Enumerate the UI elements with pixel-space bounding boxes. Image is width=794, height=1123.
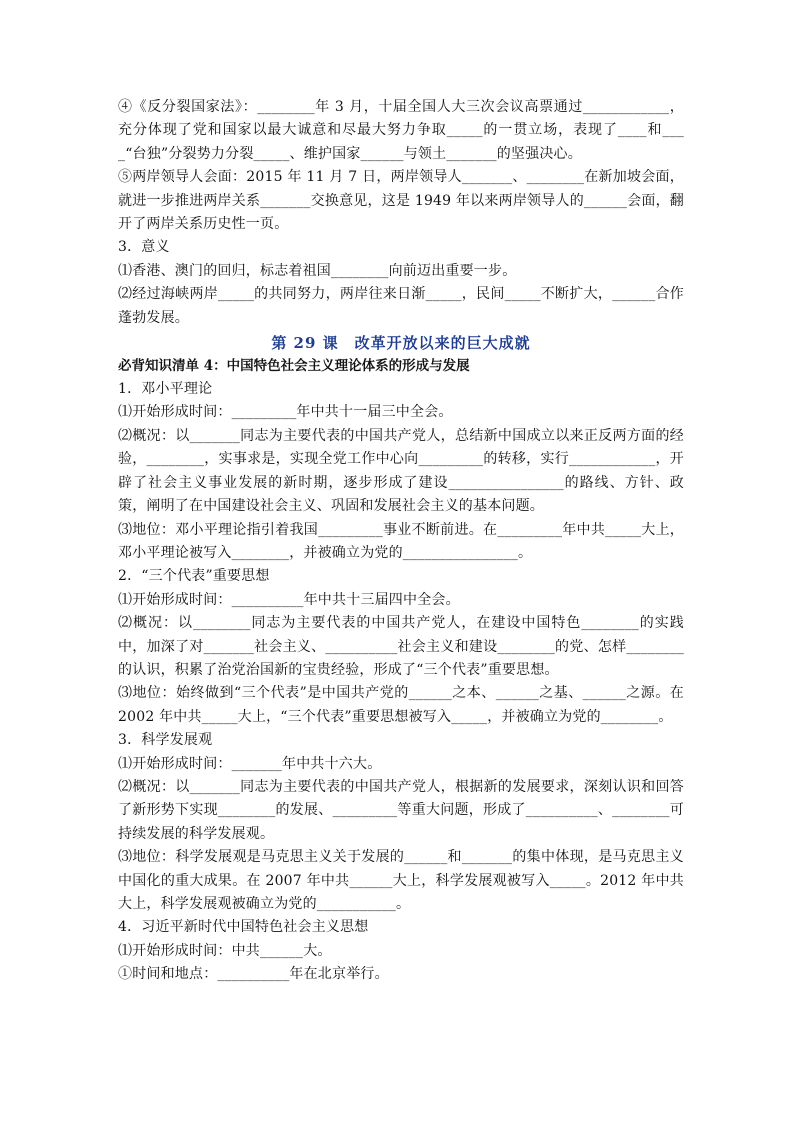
- paragraph-sci-overview: ⑵概况：以_______同志为主要代表的中国共产党人，根据新的发展要求，深刻认识和回答了新形势下实现________的发展、_________等重大问题，形成了__________、________可持续发展的科学发展观。: [118, 778, 684, 842]
- heading-deng-theory: 1．邓小平理论: [118, 381, 213, 398]
- heading-scientific-outlook: 3．科学发展观: [118, 732, 213, 749]
- paragraph-deng-status: ⑶地位：邓小平理论指引着我国_________事业不断前进。在_________年中共_____大上，邓小平理论被写入________，并被确立为党的________________。: [118, 521, 684, 561]
- paragraph-three-start: ⑴开始形成时间：__________年中共十三届四中全会。: [118, 591, 460, 608]
- paragraph-xi-time-place: ①时间和地点：__________年在北京举行。: [118, 966, 389, 983]
- document-page: [118, 96, 684, 987]
- paragraph-anti-secession-law: ④《反分裂国家法》：________年 3 月，十届全国人大三次会议高票通过____________，充分体现了党和国家以最大诚意和尽最大努力争取_____的一贯立场，表现了____和____“台独”分裂势力分裂_____、维护国家______与领土_______的坚强决心。: [118, 99, 684, 162]
- paragraph-sci-start: ⑴开始形成时间：_______年中共十六大。: [118, 755, 382, 772]
- heading-xi-thought: 4．习近平新时代中国特色社会主义思想: [118, 919, 369, 936]
- paragraph-leaders-meeting: ⑤两岸领导人会面：2015 年 11 月 7 日，两岸领导人_______、________在新加坡会面，就进一步推进两岸关系_______交换意见，这是 1949 年以来两岸领导人的______会面，翻开了两岸关系历史性一页。: [118, 169, 684, 233]
- paragraph-deng-start: ⑴开始形成时间：_________年中共十一届三中全会。: [118, 404, 453, 421]
- heading-significance: 3．意义: [118, 239, 170, 256]
- checklist-title: 必背知识清单 4：中国特色社会主义理论体系的形成与发展: [118, 358, 470, 375]
- paragraph-three-status: ⑶地位：始终做到“三个代表”是中国共产党的______之本、______之基、______之源。在 2002 年中共_____大上，“三个代表”重要思想被写入_____，并被确立为党的________。: [118, 685, 684, 725]
- paragraph-xi-start: ⑴开始形成时间：中共______大。: [118, 942, 332, 959]
- paragraph-three-overview: ⑵概况：以________同志为主要代表的中国共产党人，在建设中国特色________的实践中，加深了对_______社会主义、__________社会主义和建设________的党、怎样________的认识，积累了治党治国新的宝贵经验，形成了“三个代表”重要思想。: [118, 615, 684, 678]
- paragraph-significance-1: ⑴香港、澳门的回归，标志着祖国________向前迈出重要一步。: [118, 262, 517, 279]
- lesson-title: 第 29 课 改革开放以来的巨大成就: [271, 334, 531, 353]
- paragraph-significance-2: ⑵经过海峡两岸_____的共同努力，两岸往来日渐_____，民间_____不断扩大，______合作蓬勃发展。: [118, 286, 684, 326]
- paragraph-deng-overview: ⑵概况：以_______同志为主要代表的中国共产党人，总结新中国成立以来正反两方面的经验，________，实事求是，实现全党工作中心向_________的转移，实行____________，开辟了社会主义事业发展的新时期，逐步形成了建设________________的路线、方针、政策，阐明了在中国建设社会主义、巩固和发展社会主义的基本问题。: [118, 427, 684, 515]
- paragraph-sci-status: ⑶地位：科学发展观是马克思主义关于发展的______和_______的集中体现，是马克思主义中国化的重大成果。在 2007 年中共______大上，科学发展观被写入_____。2012 年中共大上，科学发展观被确立为党的___________。: [118, 849, 684, 912]
- heading-three-represents: 2．“三个代表”重要思想: [118, 568, 270, 585]
